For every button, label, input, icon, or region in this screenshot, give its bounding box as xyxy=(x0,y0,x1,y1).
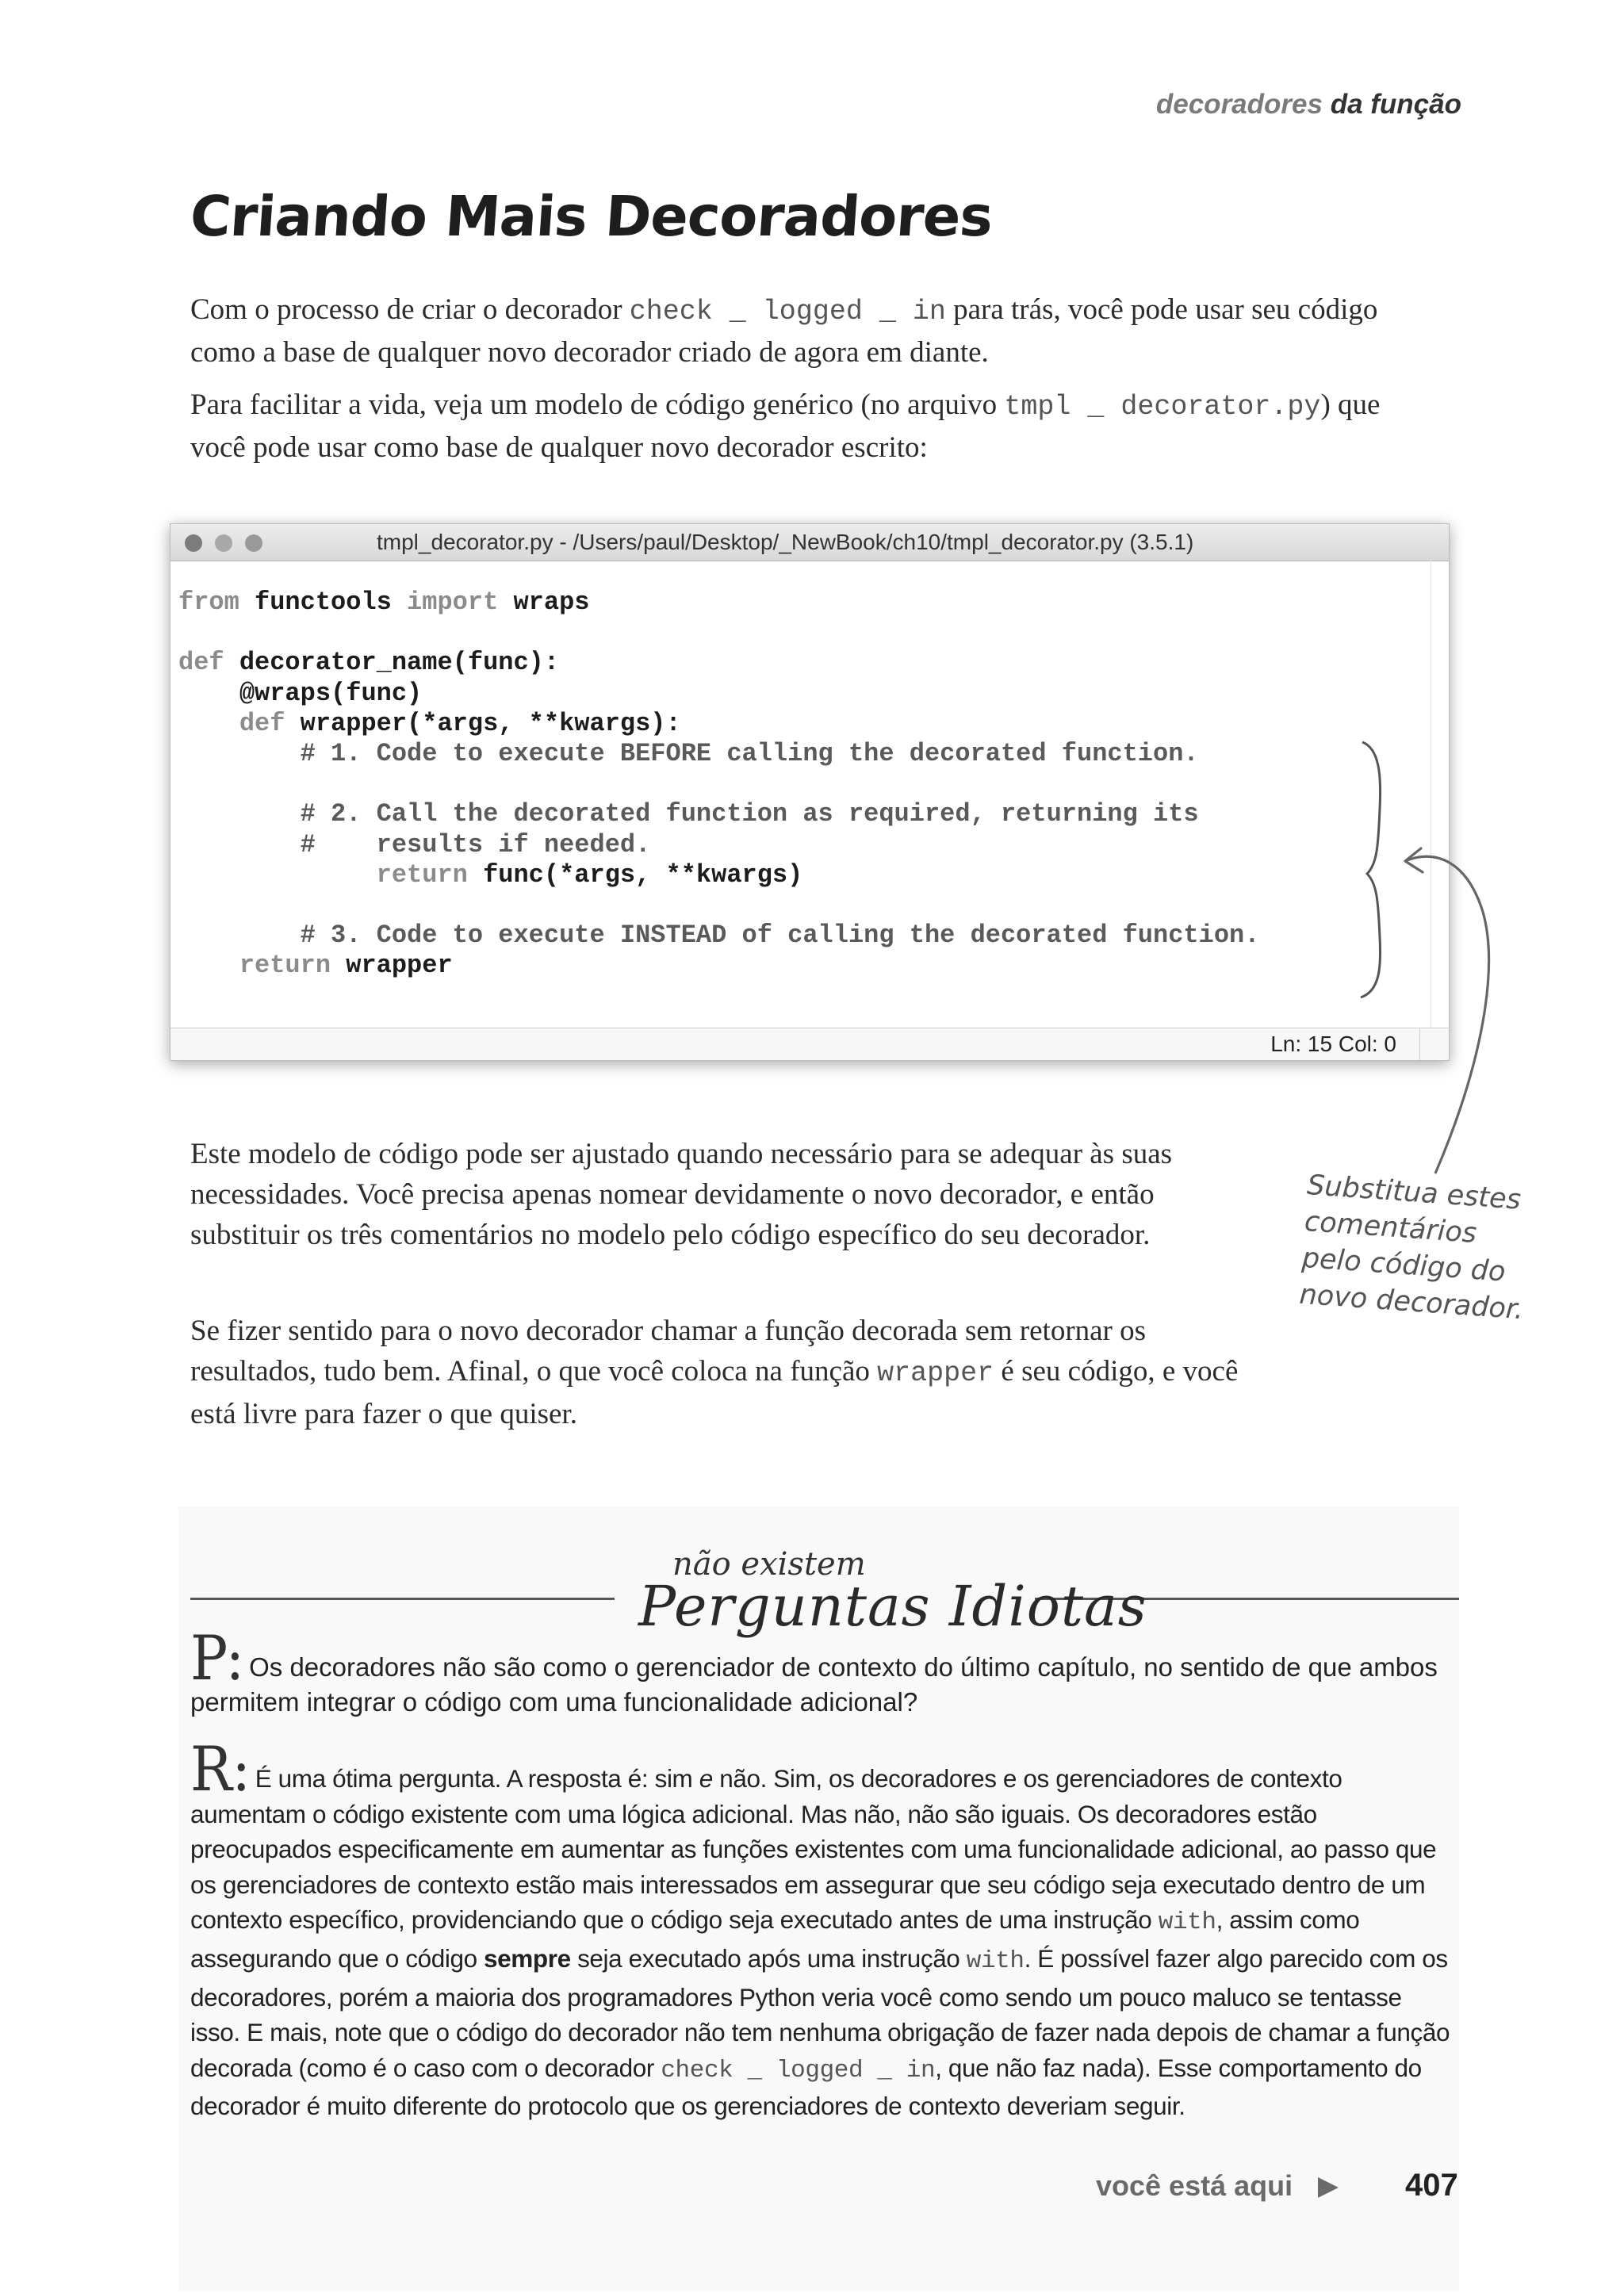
annotation-line-3: pelo código do xyxy=(1300,1242,1507,1288)
answer-text-1: É uma ótima pergunta. A resposta é: sim xyxy=(255,1764,699,1793)
code-line: from functools import wraps xyxy=(178,588,590,617)
annotation-brace-arrow xyxy=(1348,729,1554,1197)
question-marker: P: xyxy=(190,1623,245,1694)
close-window-icon[interactable] xyxy=(185,534,202,552)
code-editor-window xyxy=(170,523,1450,1061)
answer-text-2: não. Sim, os decoradores e os gerenciadores de contexto aumentam o código existente com uma lógica adicional. Mas não, não são iguais. Os decoradores estão preocupados especificamente em aumentar as funções existentes com uma funcionalidade adicional, ao passo que os gerenciadores de contexto estão mais interessados em assegurar que seu código seja executado dentro de um contexto específico, providenciando que o código seja executado antes de uma instrução xyxy=(190,1764,1437,1935)
code-line: def wrapper(*args, **kwargs): xyxy=(239,708,681,738)
code-line: def decorator_name(func): xyxy=(178,648,560,678)
footer-arrow-icon xyxy=(1316,2176,1340,2199)
intro-p1-text-a: Com o processo de criar o decorador xyxy=(190,293,630,326)
handwritten-annotation xyxy=(1298,1167,1545,1329)
code-line: # 1. Code to execute BEFORE calling the decorated function. xyxy=(178,739,1199,769)
answer-text-3: , assim como assegurando que o código xyxy=(190,1905,1360,1973)
editor-status-bar xyxy=(170,1028,1449,1060)
answer-text-4: seja executado após uma instrução xyxy=(570,1943,967,1973)
code-line: # 3. Code to execute INSTEAD of calling the decorated function. xyxy=(178,921,1260,951)
intro-paragraph-2 xyxy=(190,385,1427,468)
intro-paragraph-1 xyxy=(190,289,1427,373)
body-p4-text-a: Se fizer sentido para o novo decorador chamar a função decorada sem retornar os resultados, tudo bem. Afinal, o que você coloca na função xyxy=(190,1315,1147,1388)
footer-label: você está aqui xyxy=(1096,2169,1293,2202)
code-line xyxy=(178,890,1259,921)
code-line: return wrapper xyxy=(239,951,453,981)
dumb-questions-kicker: não existem xyxy=(672,1546,866,1583)
code-line: return func(*args, **kwargs) xyxy=(376,859,803,890)
answer-marker: R: xyxy=(190,1734,251,1805)
page-title: Criando Mais Decoradores xyxy=(188,184,995,249)
answer-code-with-1: with xyxy=(1158,1908,1216,1937)
body-paragraph-1: Este modelo de código pode ser ajustado quando necessário para se adequar às suas necessidades. Você precisa apenas nomear devidamente o novo decorador, e então substituir os três comentários no modelo pelo código específico do seu decorador. xyxy=(190,1138,1173,1251)
dumb-questions-rule-left xyxy=(190,1598,615,1600)
zoom-window-icon[interactable] xyxy=(245,534,262,552)
answer-code-with-2: with xyxy=(966,1947,1025,1975)
running-head xyxy=(1156,89,1461,121)
minimize-window-icon[interactable] xyxy=(215,534,232,552)
annotation-line-1: Substitua estes xyxy=(1306,1169,1522,1216)
window-title: tmpl_decorator.py - /Users/paul/Desktop/_NewBook/ch10/tmpl_decorator.py (3.5.1) xyxy=(377,530,1194,554)
code-line: # results if needed. xyxy=(178,829,651,859)
annotation-line-4: novo decorador. xyxy=(1298,1278,1525,1326)
answer-bold: sempre xyxy=(484,1943,571,1973)
answer-text-5: . É possível fazer algo parecido com os decoradores, porém a maioria dos programadores Python veria você como sendo um pouco maluco se tentasse isso. E mais, note que o código do decorador não tem nenhuma obrigação de fazer nada depois de chamar a função decorada (como é o caso com o decorador xyxy=(190,1943,1450,2082)
code-listing[interactable] xyxy=(178,588,1259,982)
intro-p2-code: tmpl _ decorator.py xyxy=(1004,391,1321,423)
intro-p2-text-b: ) que você pode usar como base de qualquer novo decorador escrito: xyxy=(190,389,1381,464)
intro-p1-code: check _ logged _ in xyxy=(629,296,946,327)
body-paragraph-2 xyxy=(190,1311,1245,1434)
question xyxy=(190,1623,1451,1720)
body-p4-code: wrapper xyxy=(877,1357,994,1389)
intro-p1-text-b: para trás, você pode usar seu código como a base de qualquer novo decorador criado de agora em diante. xyxy=(190,293,1378,369)
code-line xyxy=(178,618,1259,648)
running-head-topic: da função xyxy=(1330,89,1461,120)
body-p4-text-b: é seu código, e você está livre para fazer o que quiser. xyxy=(190,1355,1239,1430)
code-line: @wraps(func) xyxy=(178,678,423,708)
answer-emphasis: e xyxy=(699,1764,713,1793)
annotation-line-2: comentários xyxy=(1303,1205,1478,1250)
answer-code-decorator: check _ logged _ in xyxy=(661,2056,936,2084)
code-line: # 2. Call the decorated function as required, returning its xyxy=(178,799,1199,829)
dumb-questions-heading: Perguntas Idiotas xyxy=(638,1574,1147,1639)
intro-p2-text-a: Para facilitar a vida, veja um modelo de código genérico (no arquivo xyxy=(190,389,1005,421)
answer-text-6: , que não faz nada). Esse comportamento do decorador é muito diferente do protocolo que os gerenciadores de contexto deveriam seguir. xyxy=(190,2053,1422,2121)
question-text: Os decoradores não são como o gerenciador de contexto do último capítulo, no sentido de que ambos permitem integrar o código com uma funcionalidade adicional? xyxy=(190,1652,1438,1717)
answer xyxy=(190,1734,1451,2124)
cursor-position: Ln: 15 Col: 0 xyxy=(1270,1032,1396,1056)
page-number: 407 xyxy=(1405,2168,1458,2203)
running-head-section: decoradores xyxy=(1155,89,1323,120)
code-line xyxy=(178,769,1259,799)
window-titlebar xyxy=(170,524,1449,561)
